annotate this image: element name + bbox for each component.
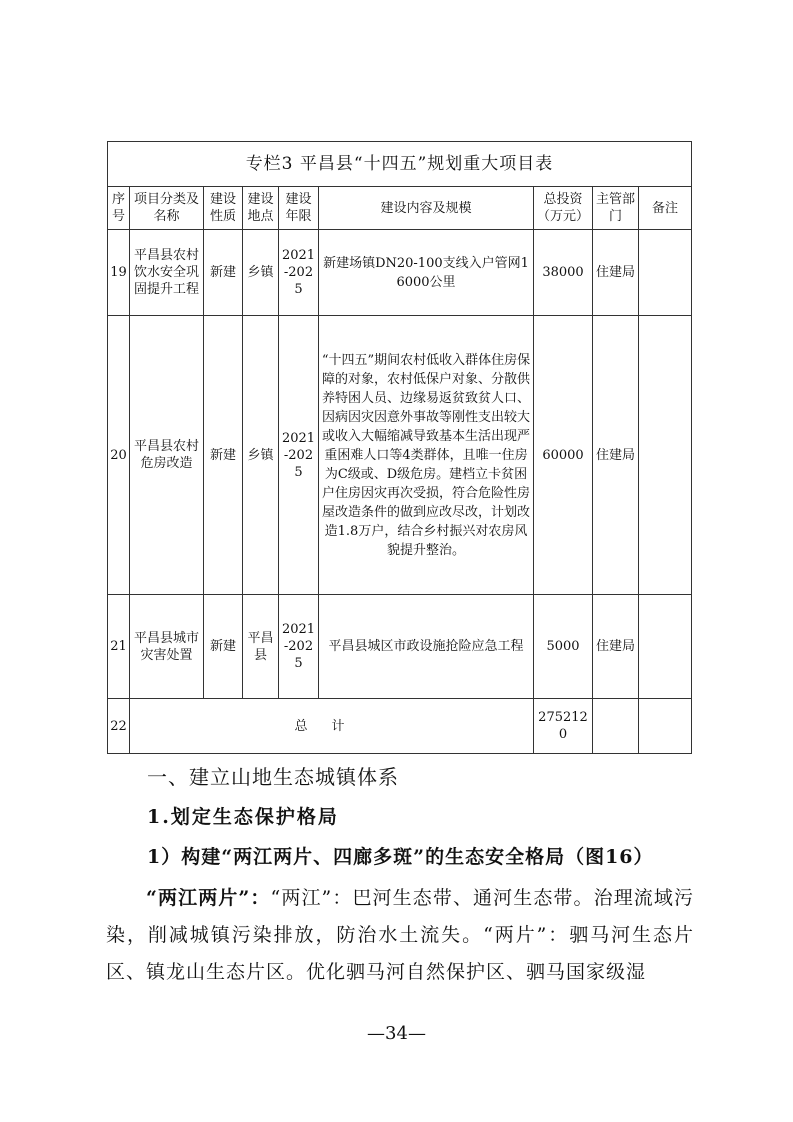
cell-remarks <box>639 595 692 699</box>
header-department: 主管部门 <box>593 187 639 230</box>
item-heading: 1）构建“两江两片、四廊多斑”的生态安全格局（图16） <box>147 846 654 868</box>
body-paragraph <box>106 880 694 991</box>
cell-investment: 5000 <box>534 595 593 699</box>
cell-location: 乡镇 <box>243 316 279 595</box>
table-total-row <box>108 699 692 754</box>
table-title: 专栏3 平昌县“十四五”规划重大项目表 <box>108 142 692 187</box>
header-period: 建设年限 <box>279 187 319 230</box>
header-nature: 建设性质 <box>204 187 243 230</box>
cell-period: 2021-2025 <box>279 595 319 699</box>
table-row <box>108 595 692 699</box>
header-investment: 总投资（万元） <box>534 187 593 230</box>
cell-location: 平昌县 <box>243 595 279 699</box>
total-department <box>593 699 639 754</box>
page-number: —34— <box>367 1023 426 1044</box>
cell-seq: 20 <box>108 316 130 595</box>
cell-category: 平昌县农村危房改造 <box>130 316 204 595</box>
cell-nature: 新建 <box>204 316 243 595</box>
cell-category: 平昌县城市灾害处置 <box>130 595 204 699</box>
cell-seq: 19 <box>108 230 130 316</box>
cell-content: 新建场镇DN20-100支线入户管网16000公里 <box>319 230 534 316</box>
cell-nature: 新建 <box>204 230 243 316</box>
cell-category: 平昌县农村饮水安全巩固提升工程 <box>130 230 204 316</box>
subsection-heading: 1.划定生态保护格局 <box>147 806 339 828</box>
header-location: 建设地点 <box>243 187 279 230</box>
cell-period: 2021-2025 <box>279 230 319 316</box>
cell-content: 平昌县城区市政设施抢险应急工程 <box>319 595 534 699</box>
total-label: 总计 <box>130 699 534 754</box>
cell-seq: 21 <box>108 595 130 699</box>
header-content: 建设内容及规模 <box>319 187 534 230</box>
major-projects-table <box>107 141 692 754</box>
cell-remarks <box>639 230 692 316</box>
cell-investment: 60000 <box>534 316 593 595</box>
header-category: 项目分类及名称 <box>130 187 204 230</box>
cell-department: 住建局 <box>593 230 639 316</box>
cell-department: 住建局 <box>593 595 639 699</box>
table-header-row <box>108 187 692 230</box>
cell-period: 2021-2025 <box>279 316 319 595</box>
paragraph-lead: “两江两片”： <box>146 887 271 909</box>
section-heading: 一、建立山地生态城镇体系 <box>147 765 399 789</box>
header-remarks: 备注 <box>639 187 692 230</box>
cell-location: 乡镇 <box>243 230 279 316</box>
cell-nature: 新建 <box>204 595 243 699</box>
total-remarks <box>639 699 692 754</box>
header-seq: 序号 <box>108 187 130 230</box>
cell-investment: 38000 <box>534 230 593 316</box>
table-row <box>108 316 692 595</box>
cell-content: “十四五”期间农村低收入群体住房保障的对象，农村低保户对象、分散供养特困人员、边缘易返贫致贫人口、因病因灾因意外事故等刚性支出较大或收入大幅缩减导致基本生活出现严重困难人口等4类群体，且唯一住房为C级或、D级危房。建档立卡贫困户住房因灾再次受损，符合危险性房屋改造条件的做到应改尽改，计划改造1.8万户，结合乡村振兴对农房风貌提升整治。 <box>319 316 534 595</box>
cell-department: 住建局 <box>593 316 639 595</box>
table-row <box>108 230 692 316</box>
total-investment: 2752120 <box>534 699 593 754</box>
paragraph-text: “两江”：巴河生态带、通河生态带。治理流域污染，削减城镇污染排放，防治水土流失。“两片”：驷马河生态片区、镇龙山生态片区。优化驷马河自然保护区、驷马国家级湿 <box>106 887 695 983</box>
total-seq: 22 <box>108 699 130 754</box>
cell-remarks <box>639 316 692 595</box>
